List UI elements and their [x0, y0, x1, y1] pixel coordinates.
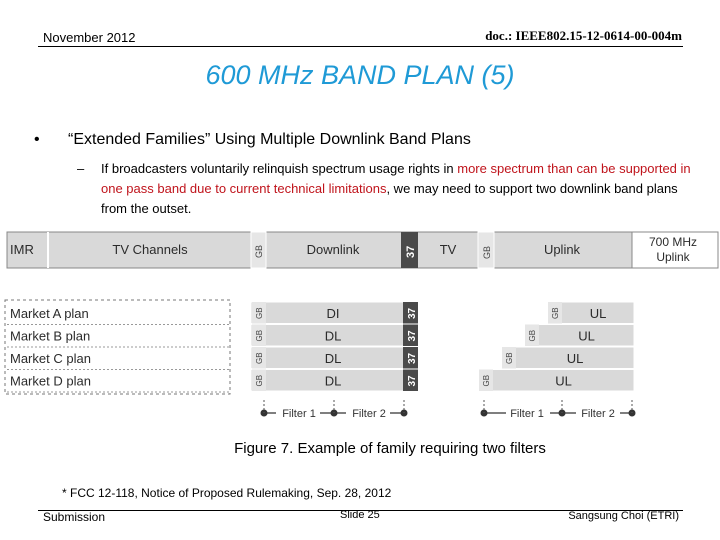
bullet-symbol: • — [34, 131, 40, 148]
header-date: November 2012 — [43, 30, 136, 45]
market-gb-ul-label: GB — [551, 307, 560, 319]
market-ch37-label: 37 — [407, 352, 418, 364]
market-ul-label: UL — [566, 351, 584, 366]
market-ul-label: UL — [589, 306, 607, 321]
filter-2-label-right: Filter 2 — [581, 408, 615, 420]
footer-submission: Submission — [43, 510, 106, 524]
top-tv-label: TV — [439, 242, 457, 257]
market-tv-gap — [418, 302, 548, 324]
bullet-text: “Extended Families” Using Multiple Downlink Band Plans — [68, 131, 471, 148]
market-row — [7, 370, 634, 393]
market-row — [7, 302, 634, 325]
sub-bullet-text — [101, 159, 691, 219]
market-ch37-label: 37 — [407, 307, 418, 319]
market-ch37-label: 37 — [407, 375, 418, 387]
market-rows — [5, 300, 634, 394]
filter-bar — [261, 400, 636, 420]
market-ch37-label: 37 — [407, 330, 418, 342]
market-gb-ul-label: GB — [482, 374, 491, 387]
band-plan-svg — [0, 228, 720, 428]
footer-slide-number: Slide 25 — [340, 509, 380, 521]
footer-author: Sangsung Choi (ETRI) — [568, 510, 679, 522]
sub-bullet-text-end: , we may need to support two downlink band plans from the outset. — [101, 181, 678, 216]
header-rule — [38, 46, 683, 47]
sub-bullet-dash: – — [77, 161, 85, 176]
market-label: Market A plan — [10, 306, 89, 321]
market-tv-gap — [418, 370, 479, 392]
market-gb-dl-label: GB — [255, 352, 264, 364]
market-gb-ul-label: GB — [528, 329, 537, 342]
market-label: Market D plan — [10, 373, 91, 389]
top-band-row — [7, 232, 718, 268]
footnote: * FCC 12-118, Notice of Proposed Rulemaking, Sep. 28, 2012 — [62, 486, 392, 500]
market-row — [7, 347, 634, 370]
band-plan-diagram — [0, 228, 720, 428]
header-doc-id: doc.: IEEE802.15-12-0614-00-004m — [485, 28, 682, 43]
top-uplink-label: Uplink — [543, 242, 581, 257]
slide-title: 600 MHz BAND PLAN (5) — [205, 60, 515, 90]
market-dl-label: DI — [326, 306, 340, 321]
filter-1-label-right: Filter 1 — [510, 408, 544, 420]
top-gb-2-label: GB — [482, 245, 492, 259]
filter-2-label-left: Filter 2 — [352, 408, 386, 420]
market-ul-label: UL — [578, 328, 595, 344]
top-imr-label: IMR — [10, 242, 34, 257]
sub-bullet-highlight: more spectrum than can be supported in one pass band due to current technical limitations — [101, 161, 691, 196]
top-700-line2: Uplink — [656, 250, 690, 264]
market-label: Market C plan — [10, 351, 91, 366]
market-row — [7, 325, 634, 348]
top-tv-channels-label: TV Channels — [112, 242, 188, 257]
top-700-line1: 700 MHz — [648, 235, 698, 249]
filter-1-label-left: Filter 1 — [282, 408, 316, 420]
market-ul-label: UL — [555, 373, 572, 389]
market-gb-ul-label: GB — [505, 352, 514, 364]
top-ch37-label: 37 — [405, 245, 417, 258]
figure-caption: Figure 7. Example of family requiring two filters — [234, 440, 546, 457]
market-gb-dl-label: GB — [255, 374, 264, 387]
market-tv-gap — [418, 347, 502, 369]
sub-bullet-text-start: If broadcasters voluntarily relinquish spectrum usage rights in — [101, 161, 458, 176]
market-gb-dl-label: GB — [255, 329, 264, 342]
market-dl-label: DL — [324, 328, 342, 344]
top-downlink-label: Downlink — [306, 242, 360, 257]
market-gb-dl-label: GB — [255, 307, 264, 319]
market-tv-gap — [418, 325, 525, 347]
market-dl-label: DL — [324, 373, 342, 389]
market-dl-label: DL — [324, 351, 342, 366]
market-label: Market B plan — [10, 328, 91, 344]
top-gb-1-label: GB — [254, 244, 264, 258]
